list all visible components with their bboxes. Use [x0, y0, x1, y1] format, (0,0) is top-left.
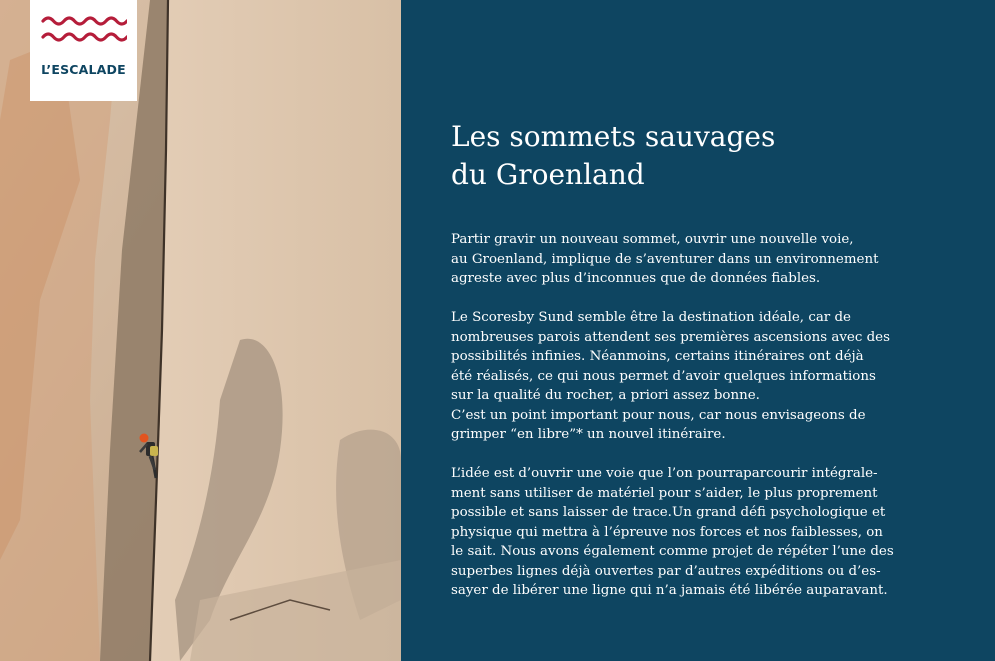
brand-name: L’ESCALADE	[41, 62, 126, 77]
waves-icon	[41, 15, 127, 45]
paragraph: Partir gravir un nouveau sommet, ouvrir une nouvelle voie, au Groenland, implique de s’aventurer dans un environnement agreste avec plus d’inconnues que de données fiables.	[451, 232, 879, 286]
paragraph: L’idée est d’ouvrir une voie que l’on pourraparcourir intégrale- ment sans utiliser de matériel pour s’aider, le plus proprement possible et sans laisser de trace.Un grand défi psychologique et physique qui mettra à l’épreuve nos forces et nos faiblesses, on le sait. Nous avons également comme projet de répéter l’une des superbes lignes déjà ouvertes par d’autres expéditions ou d’es- sayer de libérer une ligne qui n’a jamais été libérée auparavant.	[451, 466, 894, 598]
title-line: Les sommets sauvages	[451, 120, 776, 153]
brand-logo[interactable]	[30, 0, 137, 101]
article-body	[451, 230, 921, 620]
title-line: du Groenland	[451, 158, 645, 191]
article-panel	[401, 0, 995, 661]
paragraph: Le Scoresby Sund semble être la destination idéale, car de nombreuses parois attendent ses premières ascensions avec des possibilités infinies. Néanmoins, certains itinéraires ont déjà été réalisés, ce qui nous permet d’avoir quelques informations sur la qualité du rocher, a priori assez bonne. C’est un point important pour nous, car nous envisageons de grimper “en libre”* un nouvel itinéraire.	[451, 310, 890, 442]
article-title	[451, 118, 971, 194]
